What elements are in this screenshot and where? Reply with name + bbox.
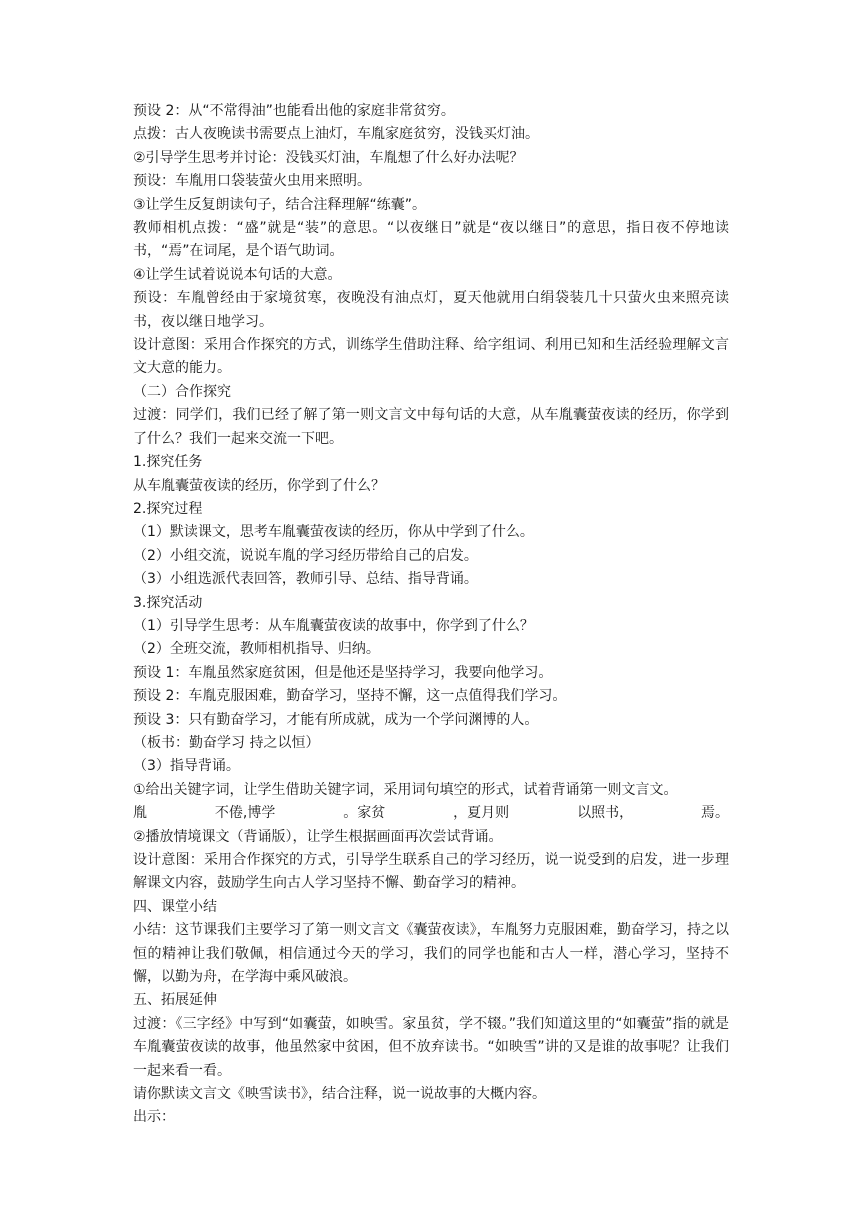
paragraph: 预设 2：车胤克服困难，勤奋学习，坚持不懈，这一点值得我们学习。 bbox=[133, 688, 567, 705]
paragraph: （3）小组选派代表回答，教师引导、总结、指导背诵。 bbox=[133, 571, 478, 588]
paragraph: ②引导学生思考并讨论：没钱买灯油，车胤想了什么好办法呢？ bbox=[133, 149, 524, 166]
subheading: 3.探究活动 bbox=[133, 594, 203, 611]
paragraph: （板书：勤奋学习 持之以恒） bbox=[133, 734, 320, 751]
paragraph: 设计意图：采用合作探究的方式，引导学生联系自己的学习经历，说一说受到的启发，进一步理解课文内容，鼓励学生向古人学习坚持不懈、勤奋学习的精神。 bbox=[133, 852, 729, 892]
section-heading: （二）合作探究 bbox=[133, 383, 231, 400]
paragraph: 过渡：《三字经》中写到“如囊萤，如映雪。家虽贫，学不辍。”我们知道这里的“如囊萤”指的就是车胤囊萤夜读的故事，他虽然家中贫困，但不放弃读书。“如映雪”讲的又是谁的故事呢？让我们一起来看一看。 bbox=[133, 1015, 729, 1079]
paragraph: （2）小组交流，说说车胤的学习经历带给自己的启发。 bbox=[133, 547, 478, 564]
fill-blank-segment: 焉。 bbox=[700, 805, 729, 822]
paragraph: 小结：这节课我们主要学习了第一则文言文《囊萤夜读》，车胤努力克服困难，勤奋学习，持之以恒的精神让我们敬佩，相信通过今天的学习，我们的同学也能和古人一样，潜心学习，坚持不懈，以勤为舟，在学海中乘风破浪。 bbox=[133, 922, 729, 986]
paragraph: ①给出关键字词，让学生借助关键字词，采用词句填空的形式，试着背诵第一则文言文。 bbox=[133, 781, 678, 798]
paragraph: 预设：车胤用口袋装萤火虫用来照明。 bbox=[133, 173, 371, 190]
paragraph: 预设：车胤曾经由于家境贫寒，夜晚没有油点灯，夏天他就用白绢袋装几十只萤火虫来照亮读书，夜以继日地学习。 bbox=[133, 290, 729, 330]
paragraph: ④让学生试着说说本句话的大意。 bbox=[133, 266, 342, 283]
paragraph: 从车胤囊萤夜读的经历，你学到了什么？ bbox=[133, 477, 385, 494]
paragraph: 出示： bbox=[133, 1109, 175, 1126]
paragraph: 预设 1：车胤虽然家庭贫困，但是他还是坚持学习，我要向他学习。 bbox=[133, 664, 553, 681]
document-body bbox=[133, 100, 729, 1130]
fill-blank-segment: 胤 bbox=[133, 805, 147, 822]
fill-blank-line bbox=[133, 802, 729, 825]
paragraph: 请你默读文言文《映雪读书》，结合注释，说一说故事的大概内容。 bbox=[133, 1086, 546, 1103]
paragraph: 设计意图：采用合作探究的方式，训练学生借助注释、给字组词、利用已知和生活经验理解文言文大意的能力。 bbox=[133, 337, 729, 377]
paragraph: （1）引导学生思考：从车胤囊萤夜读的故事中，你学到了什么？ bbox=[133, 617, 534, 634]
paragraph: ②播放情境课文（背诵版），让学生根据画面再次尝试背诵。 bbox=[133, 828, 503, 845]
paragraph: 点拨：古人夜晚读书需要点上油灯，车胤家庭贫穷，没钱买灯油。 bbox=[133, 126, 539, 143]
fill-blank-segment: ，夏月则 bbox=[453, 805, 510, 822]
paragraph: 预设 2：从“不常得油”也能看出他的家庭非常贫穷。 bbox=[133, 103, 455, 119]
fill-blank-segment: 以照书， bbox=[577, 805, 634, 822]
paragraph: 预设 3：只有勤奋学习，才能有所成就，成为一个学问渊博的人。 bbox=[133, 711, 539, 728]
paragraph: （2）全班交流，教师相机指导、归纳。 bbox=[133, 641, 380, 658]
section-heading: 四、课堂小结 bbox=[133, 898, 217, 915]
paragraph: 过渡：同学们，我们已经了解了第一则文言文中每句话的大意，从车胤囊萤夜读的经历，你学到了什么？我们一起来交流一下吧。 bbox=[133, 407, 729, 447]
paragraph: ③让学生反复朗读句子，结合注释理解“练囊”。 bbox=[133, 196, 427, 213]
subheading: 1.探究任务 bbox=[133, 454, 203, 471]
paragraph: （1）默读课文，思考车胤囊萤夜读的经历，你从中学到了什么。 bbox=[133, 524, 534, 541]
fill-blank-segment: 。家贫 bbox=[343, 805, 386, 822]
section-heading: 五、拓展延伸 bbox=[133, 992, 217, 1009]
paragraph: 教师相机点拨：“盛”就是“装”的意思。“以夜继日”就是“夜以继日”的意思，指日夜不停地读书，“焉”在词尾，是个语气助词。 bbox=[133, 220, 729, 260]
paragraph: （3）指导背诵。 bbox=[133, 758, 240, 775]
fill-blank-segment: 不倦,博学 bbox=[214, 805, 276, 822]
subheading: 2.探究过程 bbox=[133, 500, 203, 517]
